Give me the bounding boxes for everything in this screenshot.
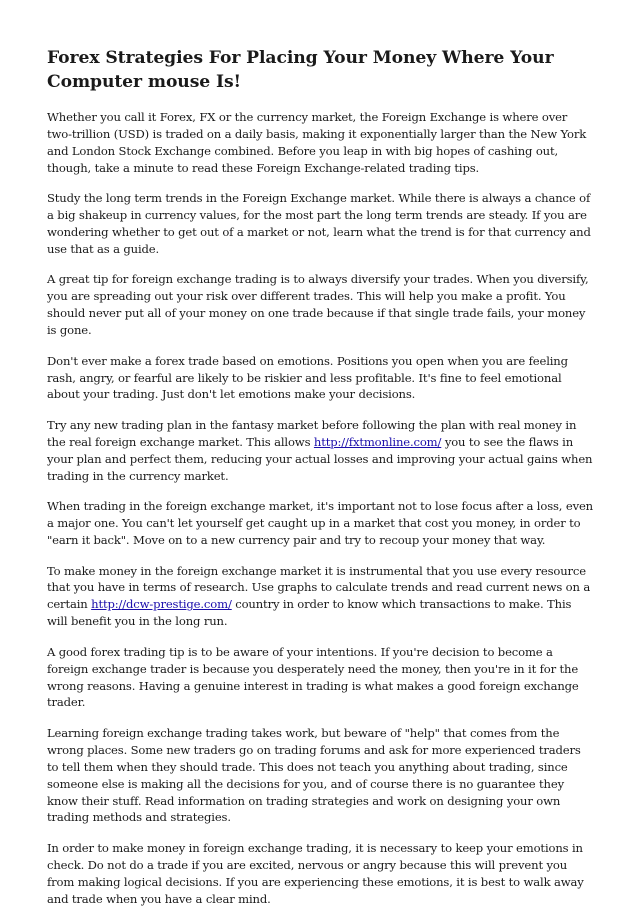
paragraph-3: A great tip for foreign exchange trading is to always diversify your trades. When you diversify, you are spreading out your risk over different trades. This will help you make a profit. You should never put all of your money on one trade because if that single trade fails, your money is gone. bbox=[47, 272, 589, 338]
paragraph-4: Don't ever make a forex trade based on emotions. Positions you open when you are feeling rash, angry, or fearful are likely to be riskier and less profitable. It's fine to feel emotional about your trading. Just don't let emotions make your decisions. bbox=[47, 353, 568, 402]
paragraph-7 bbox=[47, 563, 595, 631]
paragraph-6: When trading in the foreign exchange market, it's important not to lose focus after a loss, even a major one. You can't let yourself get caught up in a market that cost you money, in order to "earn it back". Move on to a new currency pair and try to recoup your money that way. bbox=[47, 499, 594, 547]
paragraph-7-text-before: To make money in the foreign exchange market it is instrumental that you use every resource that you have in terms of research. Use graphs to calculate trends and read current news on a certain bbox=[47, 563, 591, 612]
paragraph-7-text-after: country in order to know which transactions to make. This will benefit you in the long run. bbox=[47, 597, 572, 629]
paragraph-10: In order to make money in foreign exchange trading, it is necessary to keep your emotions in check. Do not do a trade if you are excited, nervous or angry because this will prevent you from making logical decisions. If you are experiencing these emotions, it is best to walk away and trade when you have a clear mind. bbox=[47, 840, 584, 906]
paragraph-5-text-after: you to see the flaws in your plan and perfect them, reducing your actual losses and improving your actual gains when trading in the currency market. bbox=[47, 434, 593, 483]
paragraph-1: Whether you call it Forex, FX or the currency market, the Foreign Exchange is where over two-trillion (USD) is traded on a daily basis, making it exponentially larger than the New York and London Stock Exchange combined. Before you leap in with big hopes of cashing out, though, take a minute to read these Foreign Exchange-related trading tips. bbox=[47, 110, 587, 175]
paragraph-5-text-before: Try any new trading plan in the fantasy market before following the plan with real money in the real foreign exchange market. This allows bbox=[47, 417, 577, 449]
paragraph-9: Learning foreign exchange trading takes work, but beware of "help" that comes from the wrong places. Some new traders go on trading forums and ask for more experienced traders to tell them when they should trade. This does not teach you anything about trading, since someone else is making all the decisions for you, and of course there is no guarantee they know their stuff. Read information on trading strategies and work on designing your own trading methods and strategies. bbox=[47, 725, 581, 825]
document-content bbox=[47, 46, 595, 921]
paragraph-2: Study the long term trends in the Foreign Exchange market. While there is always a chance of a big shakeup in currency values, for the most part the long term trends are steady. If you are wondering whether to get out of a market or not, learn what the trend is for that currency and use that as a guide. bbox=[47, 191, 591, 256]
dcw-prestige-link[interactable]: http://dcw-prestige.com/ bbox=[91, 597, 232, 612]
paragraph-5 bbox=[47, 417, 595, 485]
fxtmonline-link[interactable]: http://fxtmonline.com/ bbox=[313, 434, 442, 449]
page-title: Forex Strategies For Placing Your Money Where Your Computer mouse Is! bbox=[47, 48, 554, 92]
paragraph-8: A good forex trading tip is to be aware of your intentions. If you're decision to become a foreign exchange trader is because you desperately need the money, then you're in it for the wrong reasons. Having a genuine interest in trading is what makes a good foreign exchange trader. bbox=[47, 644, 579, 710]
